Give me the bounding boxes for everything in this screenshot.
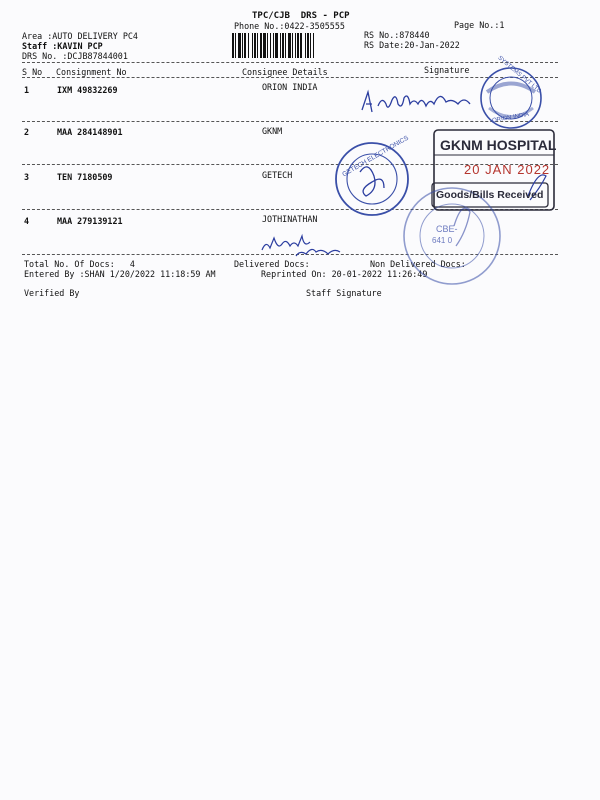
rs-date: RS Date:20-Jan-2022 <box>364 40 460 50</box>
row-sno: 2 <box>24 127 30 137</box>
row-consignment: TEN 7180509 <box>57 172 113 182</box>
row-consignment: MAA 279139121 <box>57 216 123 226</box>
row-consignee: GETECH <box>262 170 293 180</box>
row-sno: 1 <box>24 85 30 95</box>
row-consignee: JOTHINATHAN <box>262 214 318 224</box>
reprinted-on: Reprinted On: 20-01-2022 11:26:49 <box>261 269 428 279</box>
total-docs: Total No. Of Docs: 4 <box>24 259 135 269</box>
entered-by: Entered By :SHAN 1/20/2022 11:18:59 AM <box>24 269 216 279</box>
area-field: Area :AUTO DELIVERY PC4 <box>22 31 138 41</box>
column-header-consignee: Consignee Details <box>242 67 328 77</box>
document-title: TPC/CJB DRS - PCP <box>252 11 350 21</box>
staff-signature-label: Staff Signature <box>306 288 382 298</box>
column-header-consignment: Consignment No <box>56 67 127 77</box>
row-consignment: IXM 49832269 <box>57 85 118 95</box>
row-consignee: GKNM <box>262 126 283 136</box>
column-header-signature: Signature <box>424 65 470 75</box>
cbe-stamp-code: CBE- <box>436 224 458 234</box>
staff-field: Staff :KAVIN PCP <box>22 41 103 51</box>
orion-stamp-ring: SYSTEMS PVT LTD <box>496 55 543 95</box>
orion-stamp-bottom: ORION INDIA <box>491 111 530 125</box>
row-sno: 4 <box>24 216 30 226</box>
phone-number: Phone No.:0422-3505555 <box>234 21 345 31</box>
non-delivered-docs: Non Delivered Docs: <box>370 259 466 269</box>
signature-mark <box>362 92 470 112</box>
row-consignment: MAA 284148901 <box>57 127 123 137</box>
column-header-sno: S No <box>22 67 43 77</box>
drs-number: DRS No. :DCJB87844001 <box>22 51 128 61</box>
getech-stamp-ring: GETECH ELECTRONICS <box>341 134 410 179</box>
page-number: Page No.:1 <box>454 20 505 30</box>
row-sno: 3 <box>24 172 30 182</box>
signature-mark <box>262 236 340 256</box>
verified-by-label: Verified By <box>24 288 80 298</box>
rs-number: RS No.:878440 <box>364 30 430 40</box>
gknm-stamp-date: 20 JAN 2022 <box>464 162 551 177</box>
gknm-stamp-received: Goods/Bills Received <box>436 189 544 201</box>
cbe-stamp-pin: 641 0 <box>432 236 453 245</box>
row-consignee: ORION INDIA <box>262 82 318 92</box>
gknm-stamp-title: GKNM HOSPITAL <box>440 137 557 153</box>
delivered-docs: Delivered Docs: <box>234 259 310 269</box>
